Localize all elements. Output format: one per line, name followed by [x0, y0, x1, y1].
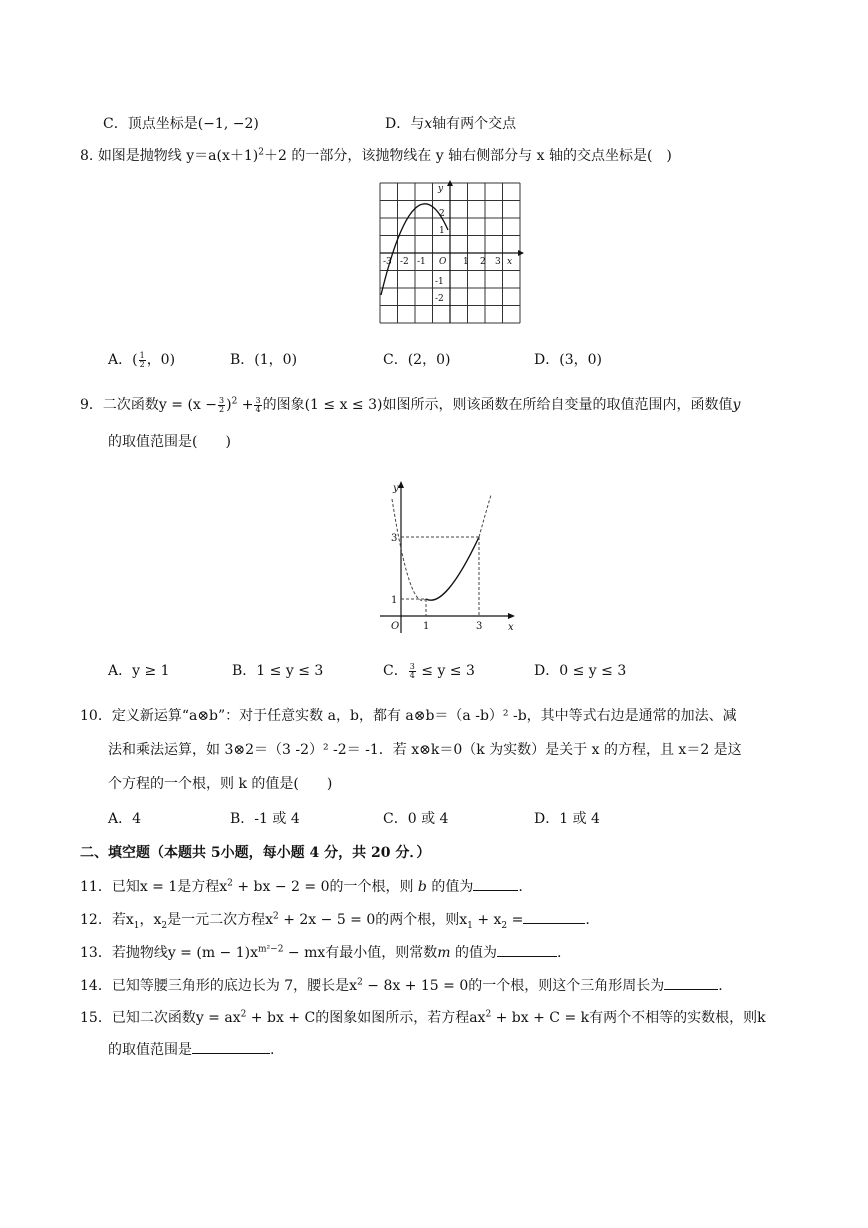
- q9-x-arrow: [508, 613, 515, 619]
- q9-label-origin: O: [391, 621, 400, 632]
- q8-option-c: C．(2，0): [383, 352, 451, 368]
- q9-tick-x1: 1: [423, 621, 430, 632]
- q8-option-a-fraction: $\frac{1}{2}$: [139, 350, 145, 369]
- q9-option-b: B．1 ≤ y ≤ 3: [232, 663, 324, 679]
- q15-stem-line1: 15．已知二次函数$y = ax^2$ + bx + C的图象如图所示，若方程$ax^2$ + bx + C = k有两个不相等的实数根，则k: [80, 1009, 766, 1026]
- q14-answer-blank[interactable]: [664, 975, 718, 990]
- q8-tick-x3: 3: [495, 257, 501, 267]
- q9-option-c-fraction: $\frac{3}{4}$: [409, 661, 415, 680]
- q10-option-c: C．0 或 4: [383, 811, 449, 827]
- q9-fraction-3-4: $\frac{3}{4}$: [255, 395, 261, 414]
- q13-answer-blank[interactable]: [497, 942, 557, 957]
- q8-tick-ym1: -1: [435, 277, 444, 287]
- q9-graph: [375, 475, 520, 637]
- q12-stem: 12．若$x_1$，$x_2$是一元二次方程$x^2 + 2x - 5 = 0$的两个根，则$x_1 + x_2$ = .: [80, 909, 590, 930]
- q8-tick-x1: 1: [463, 257, 469, 267]
- q9-fraction-3-2: $\frac{3}{2}$: [219, 395, 225, 414]
- q9-option-d: D．0 ≤ y ≤ 3: [534, 663, 627, 679]
- q10-option-b: B．-1 或 4: [230, 811, 300, 827]
- q11-stem: 11．已知x = 1是方程$x^2$ + bx − 2 = 0的一个根，则 b 的值为 .: [80, 876, 523, 897]
- q15-stem-line2: 的取值范围是 .: [108, 1039, 274, 1060]
- q8-label-origin: O: [439, 257, 447, 267]
- q9-parabola-dashed-right: [479, 495, 491, 537]
- q9-y-arrow: [398, 481, 404, 488]
- q10-option-d: D．1 或 4: [534, 811, 600, 827]
- section-2-heading: 二、填空题（本题共 5小题，每小题 4 分，共 20 分．）: [80, 845, 431, 861]
- q8-option-a: A．( $\frac{1}{2}$ ，0): [108, 350, 176, 369]
- q8-tick-x2: 2: [480, 257, 486, 267]
- q7-option-d: D．与x轴有两个交点: [385, 116, 517, 132]
- q8-option-b: B．(1，0): [230, 352, 298, 368]
- q8-option-d: D．(3，0): [534, 352, 602, 368]
- q8-tick-xm1: -1: [417, 257, 426, 267]
- q8-tick-y2: 2: [439, 209, 445, 219]
- q10-stem-line1: 10．定义新运算“a⊗b”：对于任意实数 a，b，都有 a⊗b＝（a -b）² -b，其中等式右边是通常的加法、减: [80, 708, 737, 724]
- q14-stem: 14．已知等腰三角形的底边长为 7，腰长是$x^2 - 8x + 15 = 0$的一个根，则这个三角形周长为 .: [80, 975, 723, 996]
- q10-stem-line2: 法和乘法运算，如 3⊗2＝（3 -2）² -2＝ -1．若 x⊗k＝0（k 为实数）是关于 x 的方程，且 x＝2 是这: [108, 742, 742, 758]
- q8-tick-xm3: -3: [383, 257, 392, 267]
- q8-label-y: y: [438, 184, 444, 194]
- q9-stem-line2: 的取值范围是( ): [108, 434, 231, 450]
- q8-label-x: x: [507, 257, 513, 267]
- q9-option-a: A．y ≥ 1: [108, 663, 170, 679]
- q9-tick-x3: 3: [476, 621, 483, 632]
- q8-graph: [375, 178, 525, 328]
- q10-option-a: A．4: [108, 811, 142, 827]
- q15-answer-blank[interactable]: [192, 1039, 270, 1054]
- q8-tick-y1: 1: [439, 226, 445, 236]
- q8-tick-xm2: -2: [400, 257, 409, 267]
- q7-option-c: C．顶点坐标是(−1, −2): [103, 116, 259, 132]
- q11-answer-blank[interactable]: [473, 876, 518, 891]
- q12-answer-blank[interactable]: [523, 909, 585, 924]
- q9-parabola-solid: [426, 537, 479, 600]
- q8-tick-ym2: -2: [435, 294, 444, 304]
- q10-stem-line3: 个方程的一个根，则 k 的值是( ): [108, 776, 333, 792]
- q13-stem: 13．若抛物线$y = (m - 1)x^{m^2-2}$ − mx有最小值，则常数m 的值为 .: [80, 942, 561, 963]
- q9-label-x: x: [508, 622, 514, 633]
- q9-tick-y3: 3: [391, 533, 398, 544]
- q9-stem-line1: 9．二次函数y = (x − $\frac{3}{2}$ )$^2$ + $\frac{3}{4}$ 的图象(1 ≤ x ≤ 3)如图所示，则该函数在所给自变量的取值范围内，函数值y: [80, 395, 741, 414]
- q8-x-arrow: [518, 250, 524, 256]
- q9-label-y: y: [393, 483, 399, 494]
- q9-parabola-dashed-left: [392, 499, 426, 601]
- q8-stem: 8. 如图是抛物线 $y=a(x+1)^2+2$ 的一部分，该抛物线在 y 轴右侧部分与 x 轴的交点坐标是( ): [80, 147, 672, 164]
- q9-option-c: C． $\frac{3}{4}$ ≤ y ≤ 3: [383, 661, 475, 680]
- q9-tick-y1: 1: [391, 595, 398, 606]
